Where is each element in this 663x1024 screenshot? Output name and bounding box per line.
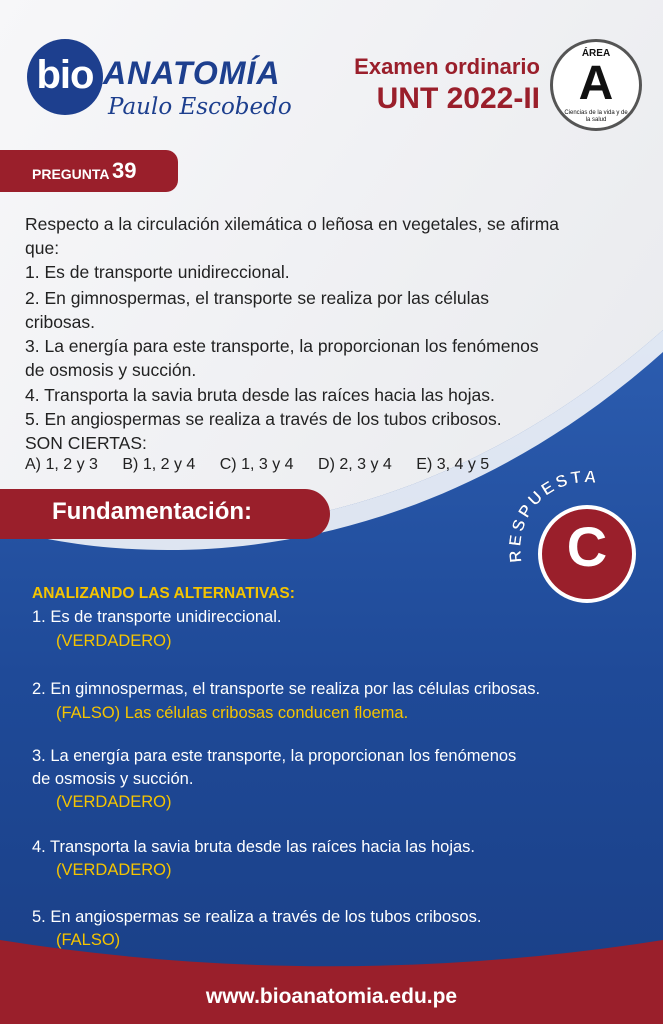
- analysis-verdict: (VERDADERO): [56, 632, 172, 650]
- analysis-item-line: de osmosis y succión.: [32, 770, 194, 788]
- answer-options: [25, 456, 509, 474]
- analysis-item-line: 3. La energía para este transporte, la proporcionan los fenómenos: [32, 747, 517, 765]
- question-prompt: SON CIERTAS:: [25, 433, 147, 453]
- analysis-item-line: 2. En gimnospermas, el transporte se realiza por las células cribosas.: [32, 680, 541, 698]
- option-c: C) 1, 3 y 4: [219, 456, 294, 473]
- area-subtitle: Ciencias de la vida y de la salud: [564, 110, 628, 123]
- analysis-item-line: 4. Transporta la savia bruta desde las raíces hacia las hojas.: [32, 838, 475, 856]
- logo-brand-name: ANATOMÍA: [103, 55, 281, 91]
- statement-line: 4. Transporta la savia bruta desde las raíces hacia las hojas.: [25, 385, 495, 405]
- option-e: E) 3, 4 y 5: [416, 456, 490, 473]
- statement-line: 5. En angiospermas se realiza a través de los tubos cribosos.: [25, 409, 502, 429]
- question-number: 39: [112, 158, 137, 183]
- statement-line: cribosas.: [25, 312, 96, 332]
- analysis-item-line: 1. Es de transporte unidireccional.: [32, 608, 282, 626]
- analysis-heading: ANALIZANDO LAS ALTERNATIVAS:: [32, 585, 295, 602]
- analysis-verdict: (FALSO): [56, 931, 121, 949]
- logo-bio-text: bio: [36, 53, 94, 97]
- question-stem-line: que:: [25, 238, 60, 258]
- analysis-verdict: (VERDADERO): [56, 861, 172, 879]
- exam-title: Examen ordinario: [354, 54, 540, 79]
- analysis-item-line: 5. En angiospermas se realiza a través de los tubos cribosos.: [32, 908, 482, 926]
- question-label: PREGUNTA: [32, 166, 110, 182]
- answer-label: RESPUESTA: [505, 467, 601, 564]
- statement-line: 3. La energía para este transporte, la proporcionan los fenómenos: [25, 336, 539, 356]
- answer-letter: C: [566, 515, 608, 578]
- area-label: ÁREA: [581, 48, 611, 59]
- analysis-verdict: (FALSO) Las células cribosas conducen floema.: [56, 704, 409, 722]
- fundamentacion-title: Fundamentación:: [52, 498, 253, 525]
- statement-line: 2. En gimnospermas, el transporte se realiza por las células: [25, 288, 489, 308]
- statement-line: de osmosis y succión.: [25, 360, 197, 380]
- statement-line: 1. Es de transporte unidireccional.: [25, 262, 290, 282]
- question-stem-line: Respecto a la circulación xilemática o leñosa en vegetales, se afirma: [25, 214, 560, 234]
- option-a: A) 1, 2 y 3: [25, 456, 98, 473]
- option-b: B) 1, 2 y 4: [122, 456, 196, 473]
- logo-author: Paulo Escobedo: [108, 94, 292, 120]
- area-letter: A: [578, 57, 614, 110]
- website-link[interactable]: www.bioanatomia.edu.pe: [205, 985, 458, 1008]
- exam-code: UNT 2022-II: [376, 82, 540, 115]
- analysis-verdict: (VERDADERO): [56, 793, 172, 811]
- option-d: D) 2, 3 y 4: [318, 456, 392, 473]
